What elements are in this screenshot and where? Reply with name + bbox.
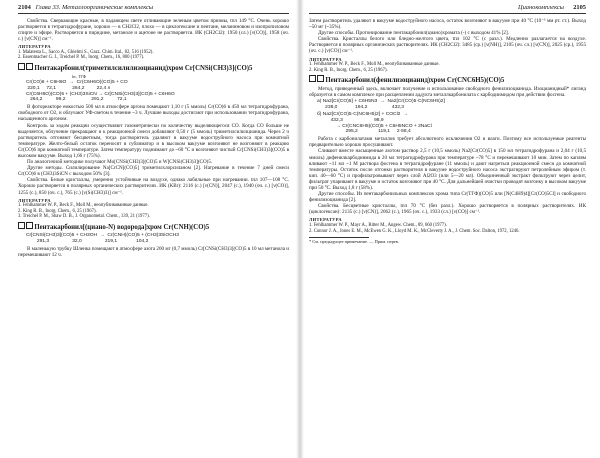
reaction-equation: б) Na2[Cr(CO)5·C(NC6H5)2] + COCl2 → 432,3 98,9 → Cr(CNC6H5)(CO)5 + C6H5NCO + 2NaCl 295,2 119,1 2·58,4 — [317, 112, 432, 135]
reaction-equation: Cr(CO)6 + C6H6O → Cr(C6H6O)(CO)5 + CO 220,1 72,1 264,2 22,4 л Cr(C6H6O)(CO)5 + (CH3)3SiCN → Cr[CNSi(CH3)3](CO)5 + C6H6O 264,2 99,2 291,2 72,1 — [26, 80, 175, 103]
right-page-number: 2105 — [573, 4, 586, 11]
reference: 2. Essenmacher G. J., Treichel P. M., Inorg. Chem., 16, 800 (1977). — [18, 55, 145, 61]
procedure-paragraph: Сливают вместе насыщенные азотом раствор 2,5 г (10,5 ммоль) Na2[Cr(CO)5] в 150 мл тетрагидрофурана и 2,04 г (10,5 ммоль) дифенилкарбодиимида в 20 мл тетрагидрофурана при температуре ~78 °С и перемешивают 10 мин. Затем по каплям вливают ~11 мл ~1 М раствора фосгена в тетрагидрофуране (11 ммоль) и дают нагреться реакционной смеси до комнатной температуры. Остаток после отгонки растворителя в вакууме водоструйного насоса экстрагируют петролейным эфиром (т. кип. 40—60 °С) и профильтровывают через слой Al2O3 (или 5—20 мл). Объединенный экстракт фильтруют через целит, фильтрат упаривают в вакууме и остаток возгоняют при 40 °С. Для дальнейшей очистки проводят возгонку в высоком вакууме при 50 °С. Выход 1,8 г (58%). — [309, 148, 586, 191]
properties-paragraph: Свойства. Белые кристаллы, умеренно устойчивые на воздухе, однако лабильные при нагревании. tпл 107—108 °С. Хорошо растворяется в полярных органических растворителях. ИК (KBr): 2116 (с.) [ν(CN)], 2047 (с.), 1940 (оч. с.) [ν(CO)], 1255 (с.), 850 (оч. с.), 765 (с.) [ν(Si(CH3)3)] см⁻¹. — [18, 177, 289, 196]
reference: 1. Fehlhammer W. P., Beck F., Moll M., неопубликованные данные. — [309, 62, 440, 68]
intro-paragraph: Свойства. Сверкающие красные, в падающем свете отливающие зеленым цветом призмы, tпл 149 °С. Очень хорошо растворяется в тетрагидрофуране, хорошо — в CH2Cl2, плохо — в циклогексане и пентане, меланиновом и изопропиловом спирте и эфире. Растворяется в пиридине, метаноле и ацетоне не растворяется. ИК (CH2Cl2): 1950 (сл.) [ν(CO)], 1958 (оч. с.) [ν(CN)] см⁻¹. — [18, 18, 289, 43]
reaction-condition: hν, ТГФ — [72, 74, 87, 80]
procedure-paragraph: По аналогичной методике получают Mo[CNSi(CH3)3](CO)5 и W[CNSi(CH3)3](CO)5. — [27, 159, 213, 166]
reference: 1. Fehlhammer W. P., Beck F., Moll M., неопубликованные данные. — [18, 203, 149, 209]
left-running-header: 2104 Глава 33. Металлоорганические комплексы — [18, 4, 154, 11]
literature-label: ЛИТЕРАТУРА — [309, 217, 342, 223]
right-running-header: Цианокомплексы — [517, 4, 564, 11]
right-page — [300, 0, 600, 458]
reference: 2. King R. B., Inorg. Chem., 6, 25 (1967). — [18, 208, 97, 214]
procedure-paragraph: Работа с карбонилатами металлов требует абсолютного исключения O2 и влаги. Поэтому все используемые реагенты предварительно хорошо просушивают. — [309, 136, 586, 149]
right-column — [309, 18, 586, 244]
reference: 1. Malatesta L., Sacco A., Ghielmi S., Gazz. Chim. Ital., 82, 516 (1952). — [18, 49, 154, 55]
procedure-paragraph: В фотореакторе емкостью 500 мл в атмосфере аргона помещают 1,10 г (5 ммоль) Cr(CO)6 в 450 мл тетрагидрофурана, свободного от O2, и облучают УФ-светом в течение ~3 ч. Лучшие выходы достигают при использовании тетрагидрофурана, насыщенного аргоном. — [18, 104, 289, 123]
reference: 1. Fehlhammer W. P., Mayr A., Ritter M., Angew. Chem., 89, 660 (1977). — [309, 222, 447, 228]
reaction-equation: a) Na2[Cr(CO)5] + C6H5N3 → Na2[Cr(CO)5·C(NC6H5)2] 238,0 194,2 432,3 — [317, 99, 445, 111]
header-rule — [309, 13, 586, 14]
reference: 3. Treichel P. M., Shaw D. B., J. Organometal. Chem., 139, 21 (1977). — [18, 214, 150, 220]
procedure-paragraph: В маленькую трубку Шленка помещают в атмосфере азота 200 мг (0,7 ммоль) Cr[CNSi(CH3)3](CO)5 в 10 мл метанола и перемешивают 12 ч. — [18, 245, 289, 258]
literature-label: ЛИТЕРАТУРА — [18, 44, 51, 50]
reference: 2. King R. B., Inorg. Chem., 6, 25 (1967). — [309, 67, 388, 73]
procedure-paragraph: Контроль за ходом реакции осуществляют газометрически по количеству выделяющегося CO. Когда CO больше не выделяется, облучение прекращают и к реакционной смеси добавляют 0,50 г (5 ммоль) триметилсилилцианида. Через 2 ч растворитель отгоняют бесцветным, тогда растворитель удаляют в вакууме водоструйного насоса при комнатной температуре. Желто-белый остаток переносят в сублиматор и в высоком вакууме возгоняют не возгоняют в реакцию Cr(CO)6 при комнатной температуре. Затем температуру поднимают до ~60 °С и возгоняют чистый Cr[CNSi(CH3)3](CO)5 в высоком вакууме. Выход 1,66 г (75%). — [18, 122, 289, 159]
literature-label: ЛИТЕРАТУРА — [309, 56, 342, 62]
method-paragraph: Метод, приведенный здесь, включает получение и использование свободного фенилизоцианида. Изоцианидный* лиганд образуется в самом комплексе при расщеплении аддукта металлкарбонилата с карбодиимидом при действии фосгена. — [309, 86, 586, 99]
section-title: Пентакарбонил(фенилизоцианид)хром Cr(CNC6H5)(CO)5 — [309, 75, 586, 85]
footnote-rule — [309, 237, 369, 238]
left-column — [18, 18, 289, 258]
literature-label: ЛИТЕРАТУРА — [18, 197, 51, 203]
properties-paragraph: Свойства. Бесцветные кристаллы, tпл 70 °С (без разл.). Хорошо растворяется в полярных растворителях. ИК (циклогексан): 2135 (с.) [ν(CN)], 2062 (с.), 1965 (оч. с.), 1933 (сл.) [ν(CO)] см⁻¹. — [309, 203, 586, 216]
continuation-paragraph: Затем растворитель удаляют в вакууме водоструйного насоса, остаток возгоняют в вакууме при 40 °С (10⁻³ мм рт. ст.). Выход ~50 мг (~35%). — [309, 18, 586, 31]
header-rule — [18, 13, 289, 14]
footnote: * См. предыдущее примечание. — Прим. перев. — [309, 239, 399, 245]
section-title: Пентакарбонил(триметилсилилизоцианид)хром Cr[CNSi(CH3)3](CO)5 — [18, 63, 289, 73]
square-marker-icon — [26, 222, 33, 229]
square-marker-icon — [18, 222, 25, 229]
section-title: Пентакарбонил[(циано-N) водорода]хром Cr(CNH)(CO)5 — [18, 222, 289, 232]
square-marker-icon — [317, 75, 324, 82]
properties-paragraph: Свойства. Кристаллы белого или бледно-желтого цвета, tпл 102 °С (с разл.). Медленно разлагается на воздухе. Растворяется в полярных органических растворителях. ИК (CH2Cl2): 3485 (ср.) [ν(NH)], 2105 (оч. сл.) [ν(CN)], 2025 (ср.), 1955 (оч. с.) [ν(CO)] см⁻¹. — [309, 36, 586, 55]
reference: 2. Connor J. A., Jones E. M., McEwen G. K., Lloyd M. K., McCleverty J. A., J. Chem. Soc. Dalton, 1972, 1246. — [309, 228, 520, 234]
other-methods-paragraph: Другие способы. Из пентакарбонильных комплексов хрома типа Cr(ТГФ)(CO)5 или [N(C4H9)4][Cr(CO)5Cl] и свободного фенилизоцианида [2]. — [309, 191, 586, 204]
square-marker-icon — [309, 75, 316, 82]
square-marker-icon — [26, 63, 33, 70]
reaction-equation: Cr[CNSi(CH3)3](CO)5 + CH3OH → Cr(CNH)(CO)5 + (CH3)3SiOCH3 291,3 32,0 219,1 104,2 — [26, 232, 179, 244]
other-methods-paragraph: Другие способы. Протонирование пентакарбонил(циано)хромата (-) с выходом 41% [2]. — [318, 30, 509, 37]
other-methods-paragraph: Другие методы. Силилирование Na[CrCN](CO)5] триметилхлорсиланом [2]. Нагревание в течение 7 дней смеси Cr(CO)6 в (CH3)3SiCN с выходом 50% [3]. — [18, 165, 289, 178]
square-marker-icon — [18, 63, 25, 70]
